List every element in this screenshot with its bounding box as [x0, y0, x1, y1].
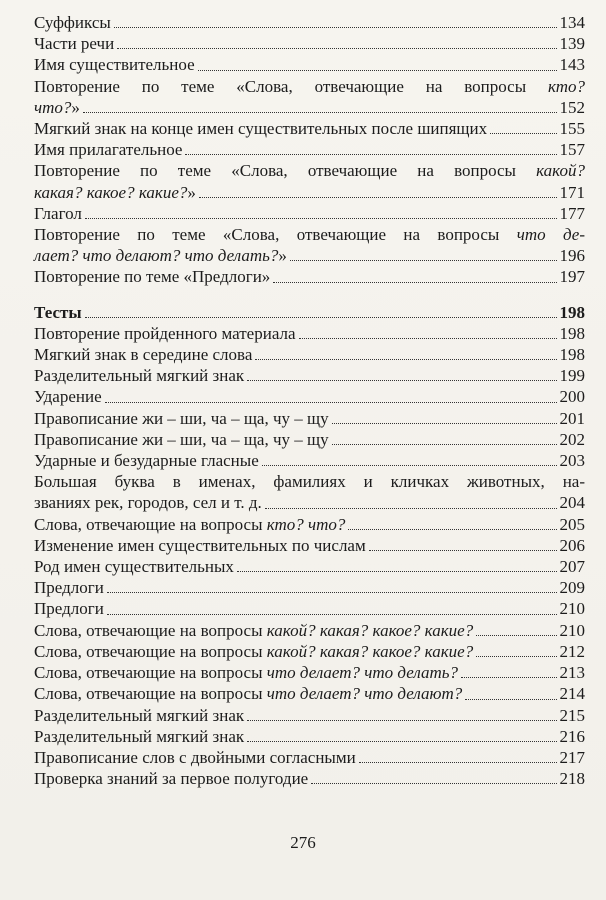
toc-entry: Слова, отвечающие на вопросы кто? что? 205: [34, 514, 585, 534]
toc-entry: Ударение 200: [34, 387, 585, 407]
toc-entry: Проверка знаний за первое полугодие 218: [34, 769, 585, 789]
toc-entry: Слова, отвечающие на вопросы какой? какая? какое? какие? 212: [34, 641, 585, 661]
section-gap: [34, 288, 585, 302]
toc-entry: Слова, отвечающие на вопросы что делает? что делают? 214: [34, 684, 585, 704]
toc-entry: Глагол 177: [34, 203, 585, 223]
toc-entry: Повторение по теме «Слова, отвечающие на вопросы что де- лает? что делают? что делать?» 196: [34, 225, 585, 266]
toc-entry: Разделительный мягкий знак 199: [34, 366, 585, 386]
toc-entry: Разделительный мягкий знак 216: [34, 726, 585, 746]
toc-entry: Имя прилагательное 157: [34, 140, 585, 160]
toc-entry: Род имен существительных 207: [34, 557, 585, 577]
toc-entry: Изменение имен существительных по числам 206: [34, 535, 585, 555]
toc-section-heading: Тесты 198: [34, 302, 585, 322]
toc-entry: Правописание жи – ши, ча – ща, чу – щу 202: [34, 429, 585, 449]
toc-entry: Мягкий знак в середине слова 198: [34, 345, 585, 365]
toc-entry: Предлоги 210: [34, 599, 585, 619]
toc-entry: Слова, отвечающие на вопросы что делает? что делать? 213: [34, 663, 585, 683]
toc-entry: Повторение пройденного материала 198: [34, 323, 585, 343]
toc-entry: Имя существительное 143: [34, 55, 585, 75]
toc-entry: Повторение по теме «Предлоги» 197: [34, 267, 585, 287]
toc-entry: Предлоги 209: [34, 578, 585, 598]
toc-entry: Части речи 139: [34, 34, 585, 54]
toc-entry: Мягкий знак на конце имен существительных после шипящих 155: [34, 119, 585, 139]
toc-entry: Правописание жи – ши, ча – ща, чу – щу 201: [34, 408, 585, 428]
toc-entry: Повторение по теме «Слова, отвечающие на вопросы кто? что?» 152: [34, 76, 585, 117]
toc-entry: Ударные и безударные гласные 203: [34, 451, 585, 471]
toc-entry: Слова, отвечающие на вопросы какой? какая? какое? какие? 210: [34, 620, 585, 640]
toc-entry: Повторение по теме «Слова, отвечающие на вопросы какой? какая? какое? какие?» 171: [34, 161, 585, 202]
toc-entry: Правописание слов с двойными согласными 217: [34, 747, 585, 767]
table-of-contents: [34, 12, 585, 789]
page-number: 276: [290, 833, 316, 852]
toc-entry: Разделительный мягкий знак 215: [34, 705, 585, 725]
toc-entry: Большая буква в именах, фамилиях и кличках животных, на- званиях рек, городов, сел и т. д. 204: [34, 472, 585, 513]
toc-entry: Суффиксы 134: [34, 13, 585, 32]
